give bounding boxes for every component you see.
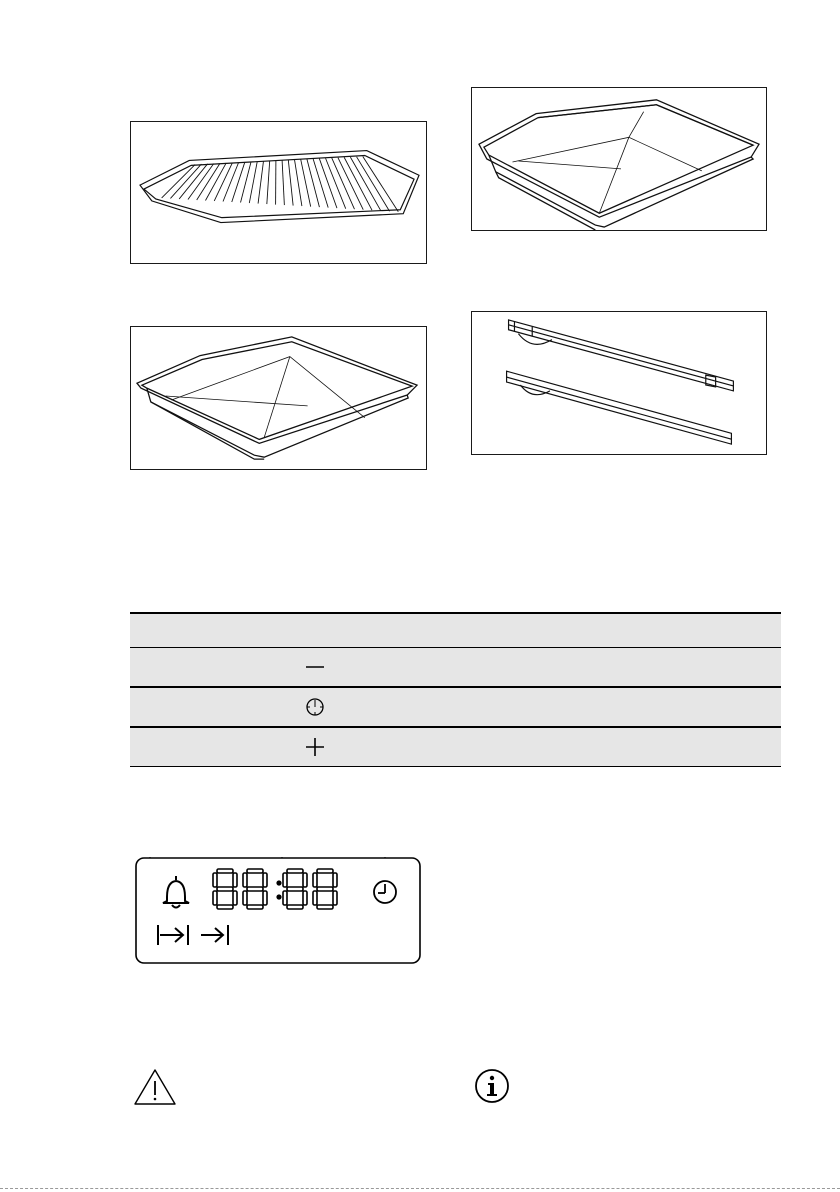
row-function <box>412 727 781 767</box>
wire-rod <box>338 158 363 210</box>
baking-tray-figure <box>130 326 427 470</box>
clock-icon[interactable] <box>304 696 326 718</box>
telescopic-runners-figure <box>471 311 767 455</box>
plus-icon[interactable] <box>304 736 326 758</box>
minus-icon[interactable] <box>304 656 326 678</box>
deep-tray-icon <box>472 88 766 230</box>
page-bottom-rule <box>0 1188 840 1189</box>
row-number <box>130 648 212 688</box>
table-row <box>130 727 781 767</box>
colon-dot <box>277 895 281 899</box>
display-frame <box>136 858 420 963</box>
wire-rod <box>313 159 328 208</box>
wire-shelf-icon <box>131 122 426 263</box>
table-row <box>130 648 781 688</box>
wire-rod <box>344 157 372 210</box>
baking-tray-icon <box>131 327 426 469</box>
header-symbol <box>212 613 412 648</box>
wire-rod <box>249 161 257 203</box>
digit-readout: 88:88 <box>135 857 138 858</box>
wire-rod <box>319 159 337 209</box>
control-panel-table <box>130 612 781 767</box>
row-function <box>412 687 781 727</box>
wire-rod <box>295 160 302 206</box>
wire-rod <box>170 164 201 198</box>
oven-display-diagram <box>135 857 421 964</box>
row-function <box>412 648 781 688</box>
wire-rod <box>267 161 270 204</box>
header-function <box>412 613 781 648</box>
row-number <box>130 727 212 767</box>
wire-rod <box>241 162 252 203</box>
warning-triangle-icon <box>133 1068 177 1106</box>
wire-rod <box>232 162 245 202</box>
wire-rod <box>350 157 380 211</box>
telescopic-runners-icon <box>472 312 766 454</box>
wire-rod <box>162 164 196 198</box>
wire-rod <box>282 160 284 205</box>
table-row <box>130 687 781 727</box>
row-number <box>130 687 212 727</box>
table-header-row <box>130 613 781 648</box>
colon-dot <box>277 881 281 885</box>
wire-shelf-figure <box>130 121 427 264</box>
header-number <box>130 613 212 648</box>
wire-rod <box>223 162 239 201</box>
wire-rod <box>288 160 293 206</box>
wire-rod <box>258 161 263 203</box>
deep-tray-figure <box>471 87 767 231</box>
info-circle-icon <box>474 1068 510 1104</box>
